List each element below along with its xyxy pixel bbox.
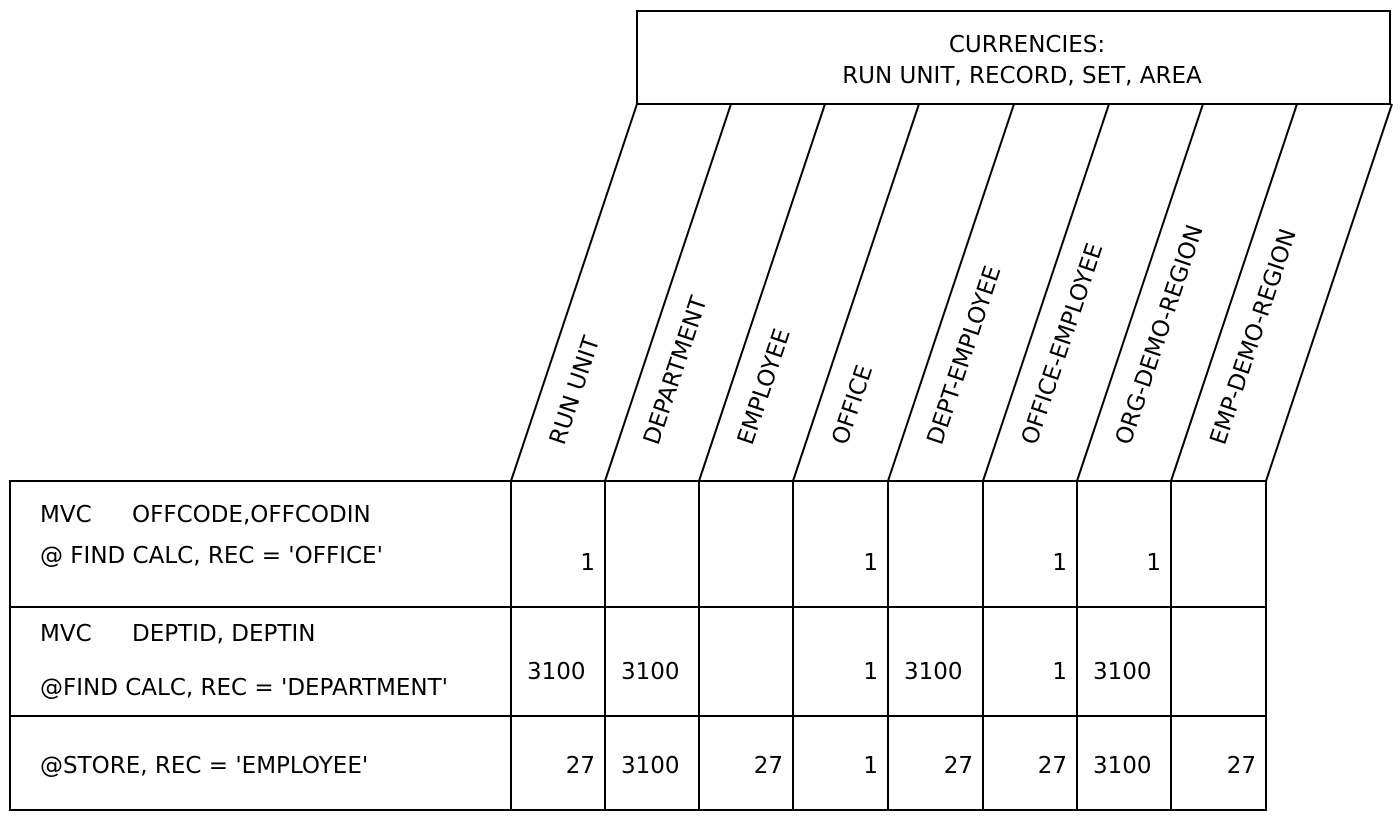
table-row-1 — [40, 502, 383, 569]
column-header: RUN UNIT — [545, 333, 606, 448]
table-cells — [527, 550, 1256, 779]
cell-value: 3100 — [1093, 753, 1152, 779]
column-header: ORG-DEMO-REGION — [1111, 221, 1209, 448]
cell-value: 1 — [1052, 550, 1067, 576]
cell-value: 27 — [1226, 753, 1256, 779]
cell-value: 1 — [863, 550, 878, 576]
cell-value: 1 — [580, 550, 595, 576]
cell-value: 27 — [753, 753, 783, 779]
column-header: EMPLOYEE — [733, 325, 796, 448]
cell-value: 1 — [863, 659, 878, 685]
cell-value: 3100 — [621, 659, 680, 685]
column-header: OFFICE — [827, 361, 879, 448]
column-labels — [545, 222, 1302, 448]
cell-value: 27 — [943, 753, 973, 779]
cell-value: 3100 — [904, 659, 963, 685]
cell-value: 1 — [1052, 659, 1067, 685]
table-row-3 — [40, 753, 368, 779]
statement-args: OFFCODE,OFFCODIN — [132, 502, 371, 528]
column-header: EMP-DEMO-REGION — [1205, 225, 1302, 448]
table-row-2 — [40, 621, 448, 701]
cell-value: 27 — [565, 753, 595, 779]
header-subtitle: RUN UNIT, RECORD, SET, AREA — [842, 63, 1202, 89]
statement-args: @STORE, REC = 'EMPLOYEE' — [40, 753, 369, 779]
statement-args: DEPTID, DEPTIN — [132, 621, 316, 647]
column-header: OFFICE-EMPLOYEE — [1017, 240, 1109, 448]
column-divider — [1266, 104, 1392, 481]
column-header: DEPT-EMPLOYEE — [922, 262, 1007, 448]
cell-value: 3100 — [527, 659, 586, 685]
statement-op: MVC — [40, 621, 92, 647]
statement-args: @ FIND CALC, REC = 'OFFICE' — [40, 543, 383, 569]
column-header: DEPARTMENT — [639, 293, 713, 448]
statement-args: @FIND CALC, REC = 'DEPARTMENT' — [40, 675, 449, 701]
header-title: CURRENCIES: — [948, 32, 1106, 58]
cell-value: 3100 — [621, 753, 680, 779]
cell-value: 1 — [863, 753, 878, 779]
cell-value: 3100 — [1093, 659, 1152, 685]
cell-value: 27 — [1037, 753, 1067, 779]
statement-op: MVC — [40, 502, 92, 528]
cell-value: 1 — [1146, 550, 1161, 576]
